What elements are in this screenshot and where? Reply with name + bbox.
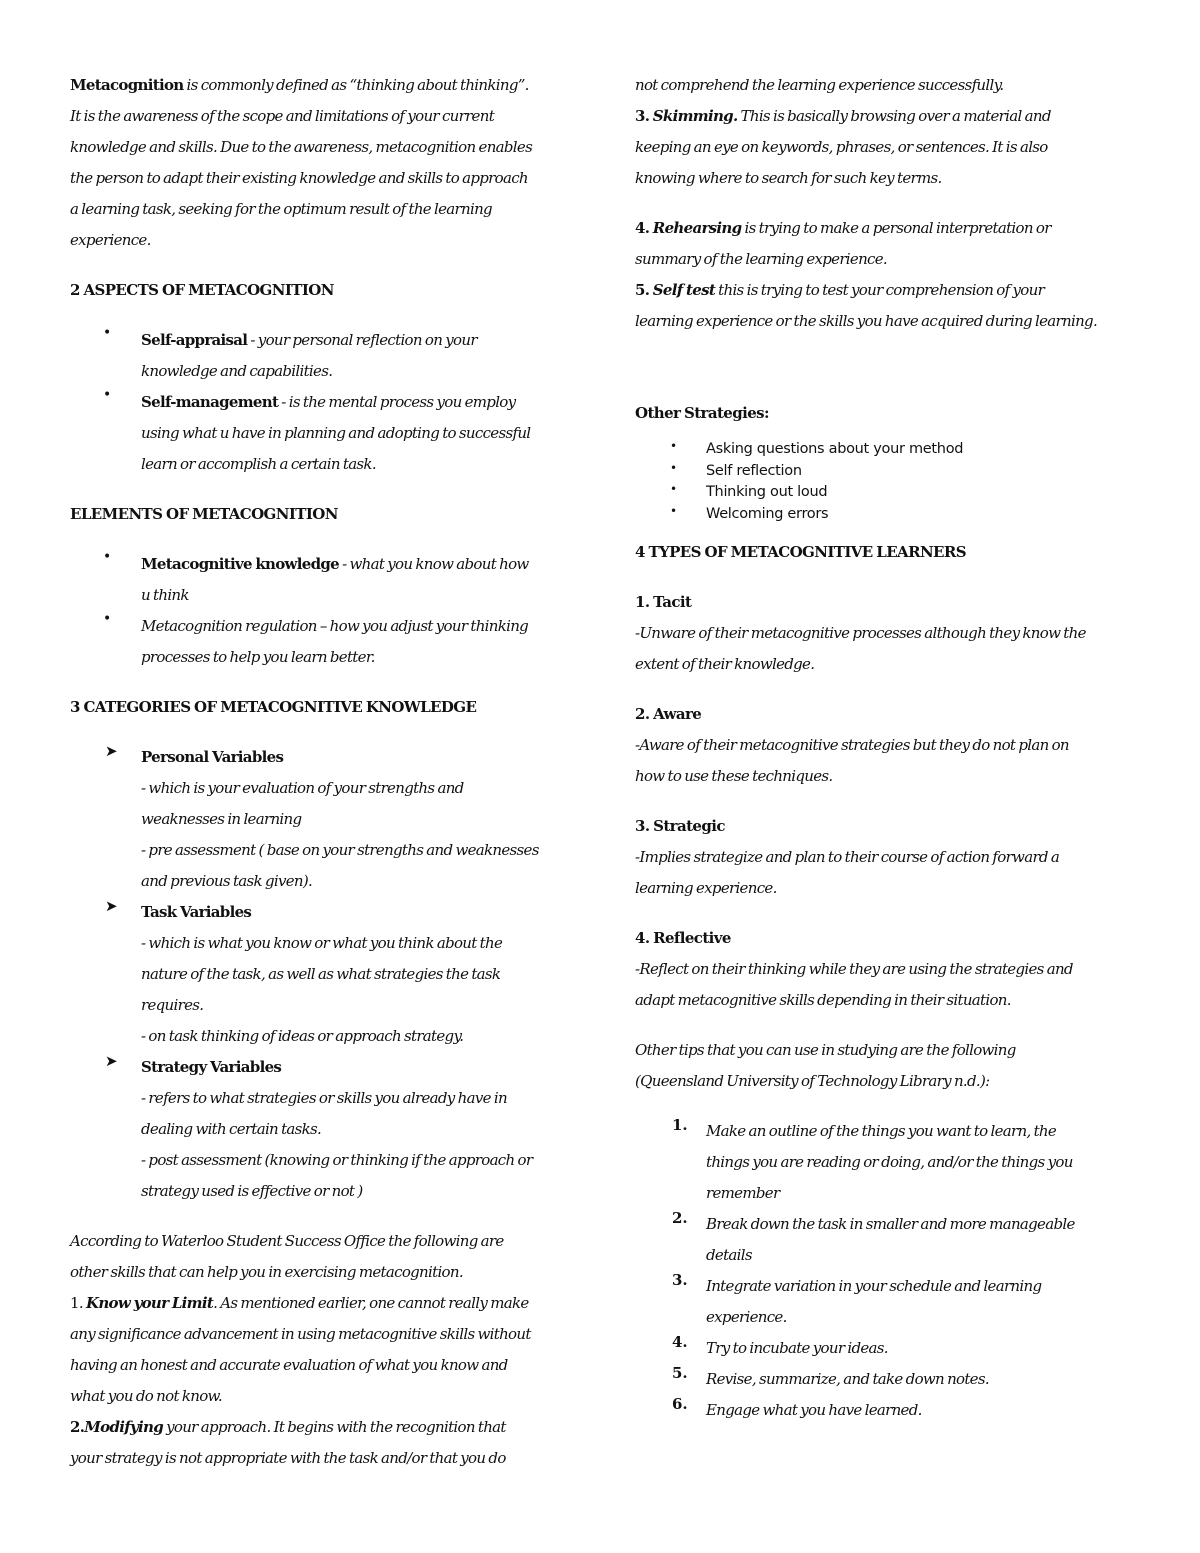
element-item (70, 611, 570, 673)
bullet-icon: • (670, 482, 678, 496)
category-text: - post assessment (knowing or thinking if the approach or (141, 1151, 533, 1169)
strategy-item (635, 439, 1135, 461)
element-text: - what you know about how (339, 555, 529, 573)
strategy-item (635, 504, 1135, 526)
category-text: - which is your evaluation of your strengths and (141, 779, 464, 797)
element-text: processes to help you learn better. (141, 648, 375, 666)
tip-number: 3. (672, 1271, 688, 1289)
tip-text: Revise, summarize, and take down notes. (706, 1370, 989, 1388)
tip-item (635, 1364, 1135, 1395)
category-title: Personal Variables (141, 748, 284, 766)
category-title: Strategy Variables (141, 1058, 282, 1076)
strategy-text: Self reflection (706, 462, 802, 479)
tip-text: Integrate variation in your schedule and learning (706, 1277, 1042, 1295)
aspect-text: knowledge and capabilities. (141, 362, 333, 380)
skill-text: . As mentioned earlier, one cannot really make (213, 1294, 529, 1312)
skill-text: having an honest and accurate evaluation of what you know and (70, 1356, 508, 1374)
right-column (635, 70, 1135, 1426)
bullet-icon: • (103, 549, 112, 565)
aspect-text: using what u have in planning and adopting to successful (141, 424, 531, 442)
learner-type (635, 811, 1135, 904)
learner-text: adapt metacognitive skills depending in their situation. (635, 991, 1011, 1009)
intro-line: knowledge and skills. Due to the awareness, metacognition enables (70, 138, 533, 156)
learner-text: -Aware of their metacognitive strategies but they do not plan on (635, 736, 1069, 754)
category-text: and previous task given). (141, 872, 313, 890)
waterloo-text: other skills that can help you in exercising metacognition. (70, 1263, 463, 1281)
element-term: Metacognitive knowledge (141, 555, 340, 573)
left-column (70, 70, 570, 1474)
tip-text: Make an outline of the things you want to learn, the (706, 1122, 1057, 1140)
learner-type (635, 699, 1135, 792)
learner-text: how to use these techniques. (635, 767, 833, 785)
categories-heading: 3 CATEGORIES OF METACOGNITIVE KNOWLEDGE (70, 698, 477, 716)
aspect-text: - is the mental process you employ (278, 393, 516, 411)
learners-heading: 4 TYPES OF METACOGNITIVE LEARNERS (635, 543, 966, 561)
intro-line: It is the awareness of the scope and limitations of your current (70, 107, 495, 125)
tip-text: details (706, 1246, 752, 1264)
intro-term: Metacognition (70, 76, 184, 94)
skill-number: 1. (70, 1294, 86, 1312)
skill-text: knowing where to search for such key terms. (635, 169, 942, 187)
tip-text: experience. (706, 1308, 787, 1326)
skill-text: what you do not know. (70, 1387, 222, 1405)
aspect-term: Self-appraisal (141, 331, 248, 349)
category-item (70, 1052, 570, 1207)
skill-term: Rehearsing (652, 219, 742, 237)
bullet-icon: • (103, 325, 112, 341)
arrow-bullet-icon: ➤ (105, 742, 118, 760)
intro-line: a learning task, seeking for the optimum result of the learning (70, 200, 492, 218)
arrow-bullet-icon: ➤ (105, 897, 118, 915)
learner-title: 4. Reflective (635, 929, 731, 947)
tip-item (635, 1271, 1135, 1333)
skill-number: 3. (635, 107, 653, 125)
skill-number: 2. (70, 1418, 85, 1436)
category-text: - on task thinking of ideas or approach strategy. (141, 1027, 464, 1045)
tips-intro: Other tips that you can use in studying are the following (635, 1041, 1016, 1059)
category-item (70, 897, 570, 1052)
skill-term: Know your Limit (85, 1294, 214, 1312)
skill-text: keeping an eye on keywords, phrases, or sentences. It is also (635, 138, 1048, 156)
tip-text: Engage what you have learned. (706, 1401, 922, 1419)
bullet-icon: • (670, 503, 678, 518)
skill-text: This is basically browsing over a material and (737, 107, 1051, 125)
tip-number: 4. (672, 1333, 688, 1351)
learner-title: 2. Aware (635, 705, 702, 723)
skill-term: Modifying (84, 1418, 164, 1436)
tip-item (635, 1209, 1135, 1271)
tip-item (635, 1333, 1135, 1364)
category-text: - pre assessment ( base on your strengths and weaknesses (141, 841, 539, 859)
intro-line: the person to adapt their existing knowledge and skills to approach (70, 169, 528, 187)
element-text: u think (141, 586, 189, 604)
tip-number: 6. (672, 1395, 688, 1413)
tip-text: Break down the task in smaller and more manageable (706, 1215, 1075, 1233)
bullet-icon: • (670, 460, 678, 475)
intro-line: experience. (70, 231, 151, 249)
aspects-heading: 2 ASPECTS OF METACOGNITION (70, 281, 334, 299)
waterloo-text: According to Waterloo Student Success Office the following are (70, 1232, 504, 1250)
category-text: - refers to what strategies or skills you already have in (141, 1089, 507, 1107)
skill-number: 4. (635, 219, 653, 237)
skill-text: your approach. It begins with the recognition that (163, 1418, 506, 1436)
learner-type (635, 923, 1135, 1016)
learner-text: extent of their knowledge. (635, 655, 815, 673)
category-text: strategy used is effective or not ) (141, 1182, 363, 1200)
aspect-term: Self-management (141, 393, 279, 411)
tip-number: 2. (672, 1209, 688, 1227)
element-text: Metacognition regulation – how you adjust your thinking (141, 617, 529, 635)
category-title: Task Variables (141, 903, 252, 921)
skill-term: Self test (652, 281, 716, 299)
tip-item (635, 1395, 1135, 1426)
learner-type (635, 587, 1135, 680)
learner-title: 1. Tacit (635, 593, 692, 611)
category-text: dealing with certain tasks. (141, 1120, 322, 1138)
arrow-bullet-icon: ➤ (105, 1052, 118, 1070)
skill-number: 5. (635, 281, 653, 299)
category-text: requires. (141, 996, 204, 1014)
elements-heading: ELEMENTS OF METACOGNITION (70, 505, 338, 523)
bullet-icon: • (103, 611, 112, 627)
learner-title: 3. Strategic (635, 817, 725, 835)
category-item (70, 742, 570, 897)
tip-text: Try to incubate your ideas. (706, 1339, 888, 1357)
category-text: - which is what you know or what you think about the (141, 934, 503, 952)
learner-text: -Implies strategize and plan to their course of action forward a (635, 848, 1060, 866)
learner-text: -Unware of their metacognitive processes although they know the (635, 624, 1086, 642)
skill-text: your strategy is not appropriate with the task and/or that you do (70, 1449, 506, 1467)
aspect-text: learn or accomplish a certain task. (141, 455, 376, 473)
skill-term: Skimming. (652, 107, 738, 125)
tip-number: 1. (672, 1116, 688, 1134)
aspect-item (70, 387, 570, 480)
aspect-item (70, 325, 570, 387)
learner-text: -Reflect on their thinking while they are using the strategies and (635, 960, 1073, 978)
skill-text: any significance advancement in using metacognitive skills without (70, 1325, 531, 1343)
tip-item (635, 1116, 1135, 1209)
waterloo-paragraph (70, 1226, 570, 1474)
skill-text: not comprehend the learning experience successfully. (635, 76, 1004, 94)
strategy-item (635, 461, 1135, 483)
skill-text: is trying to make a personal interpretation or (741, 219, 1051, 237)
intro-paragraph (70, 70, 570, 256)
category-text: weaknesses in learning (141, 810, 302, 828)
strategy-text: Welcoming errors (706, 505, 829, 522)
intro-text: is commonly defined as “thinking about thinking”. (183, 76, 529, 94)
tip-text: things you are reading or doing, and/or the things you (706, 1153, 1073, 1171)
strategy-text: Asking questions about your method (706, 441, 964, 457)
category-text: nature of the task, as well as what strategies the task (141, 965, 501, 983)
skill-text: this is trying to test your comprehension of your (715, 281, 1045, 299)
bullet-icon: • (670, 439, 678, 453)
skill-text: summary of the learning experience. (635, 250, 887, 268)
strategy-text: Thinking out loud (706, 484, 828, 500)
tips-intro: (Queensland University of Technology Library n.d.): (635, 1072, 990, 1090)
element-item (70, 549, 570, 611)
tip-number: 5. (672, 1364, 688, 1382)
strategy-item (635, 482, 1135, 504)
bullet-icon: • (103, 387, 112, 403)
tip-text: remember (706, 1184, 780, 1202)
learner-text: learning experience. (635, 879, 777, 897)
other-strategies-heading: Other Strategies: (635, 404, 769, 422)
aspect-text: - your personal reflection on your (247, 331, 477, 349)
skill-text: learning experience or the skills you have acquired during learning. (635, 312, 1098, 330)
